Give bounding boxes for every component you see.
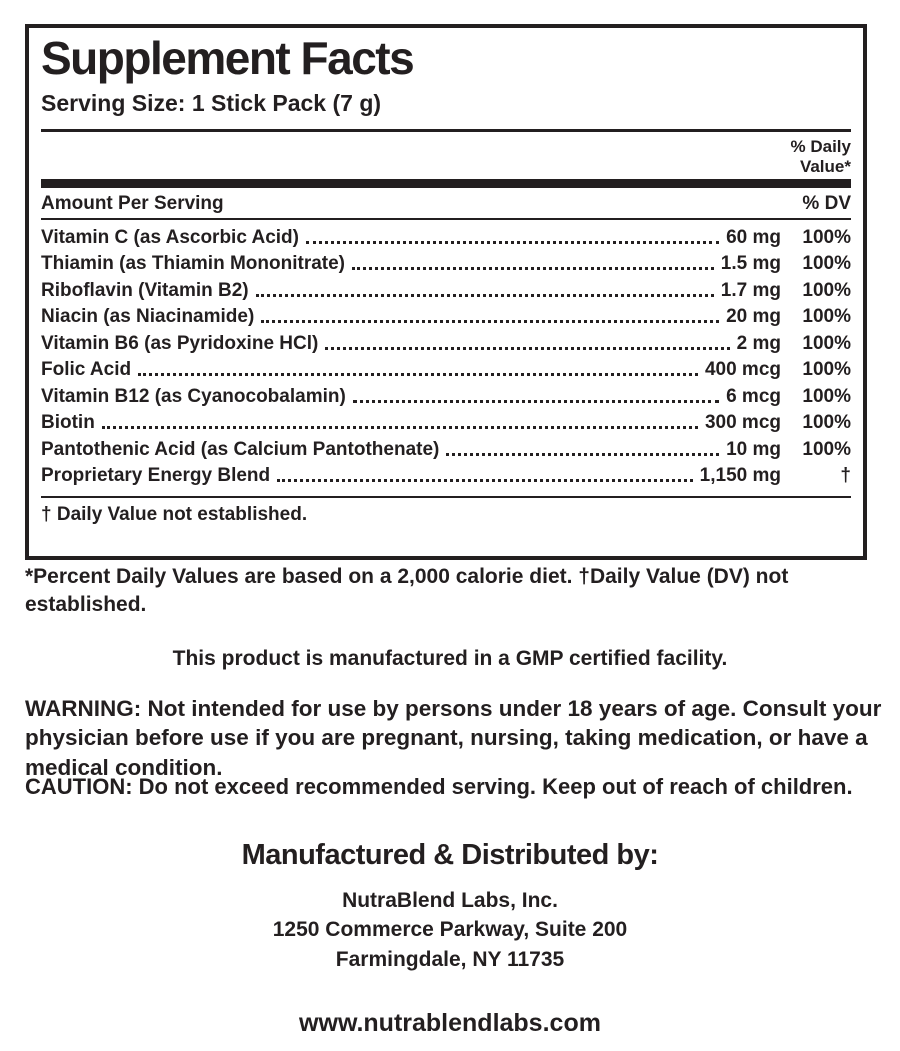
ingredient-amount: 10 mg (726, 438, 781, 460)
ingredient-amount: 60 mg (726, 226, 781, 248)
dv-column-label: % DV (802, 193, 851, 215)
ingredient-row (41, 249, 851, 276)
warning-paragraph: WARNING: Not intended for use by persons under 18 years of age. Consult your physician before use if you are pregnant, nursing, taking medication, or have a medical condition. (25, 696, 882, 780)
ingredient-amount: 1.7 mg (720, 279, 781, 301)
ingredient-row (41, 408, 851, 435)
amount-per-serving-label: Amount Per Serving (41, 193, 224, 215)
ingredient-name: Biotin (41, 412, 95, 434)
ingredient-daily-value: 100% (802, 412, 851, 434)
daily-value-header-line1: % Daily (790, 137, 851, 157)
caution-line: CAUTION: Do not exceed recommended serving. Keep out of reach of children. (25, 774, 853, 799)
thick-divider-bar (41, 179, 851, 188)
ingredient-name: Vitamin C (as Ascorbic Acid) (41, 226, 299, 248)
supplement-facts-panel (25, 24, 867, 560)
dotted-leader (256, 294, 714, 297)
ingredient-name: Folic Acid (41, 359, 132, 381)
ingredient-row (41, 275, 851, 302)
panel-footnote: † Daily Value not established. (41, 496, 851, 526)
ingredient-rows (41, 222, 851, 487)
ingredient-daily-value: 100% (802, 385, 851, 407)
ingredient-name: Pantothenic Acid (as Calcium Pantothenate) (41, 438, 440, 460)
daily-value-header (41, 137, 851, 176)
ingredient-daily-value: 100% (802, 279, 851, 301)
distributor-city-state-zip: Farmingdale, NY 11735 (335, 948, 565, 971)
ingredient-daily-value: 100% (802, 438, 851, 460)
ingredient-daily-value: 100% (802, 306, 851, 328)
ingredient-amount: 2 mg (736, 332, 781, 354)
daily-value-header-line2: Value* (799, 156, 851, 176)
thin-divider (41, 129, 851, 132)
serving-size-line: Serving Size: 1 Stick Pack (7 g) (41, 90, 382, 117)
panel-title: Supplement Facts (41, 32, 414, 84)
ingredient-daily-value: † (840, 465, 851, 487)
ingredient-name: Riboflavin (Vitamin B2) (41, 279, 249, 301)
ingredient-daily-value: 100% (802, 253, 851, 275)
distributor-heading: Manufactured & Distributed by: (241, 839, 659, 871)
ingredient-row (41, 328, 851, 355)
ingredient-daily-value: 100% (802, 226, 851, 248)
ingredient-row (41, 222, 851, 249)
distributor-address: 1250 Commerce Parkway, Suite 200 (272, 918, 628, 941)
ingredient-amount: 300 mcg (704, 412, 781, 434)
ingredient-name: Vitamin B12 (as Cyanocobalamin) (41, 385, 346, 407)
ingredient-name: Thiamin (as Thiamin Mononitrate) (41, 253, 346, 275)
ingredient-amount: 6 mcg (726, 385, 781, 407)
daily-value-footnote: *Percent Daily Values are based on a 2,000 calorie diet. †Daily Value (DV) not established. (25, 565, 789, 617)
dotted-leader (306, 241, 719, 244)
ingredient-amount: 1,150 mg (699, 465, 781, 487)
ingredient-row (41, 434, 851, 461)
ingredient-row (41, 461, 851, 488)
ingredient-daily-value: 100% (802, 359, 851, 381)
ingredient-amount: 20 mg (726, 306, 781, 328)
dotted-leader (261, 320, 719, 323)
ingredient-daily-value: 100% (802, 332, 851, 354)
dotted-leader (102, 426, 698, 429)
distributor-company: NutraBlend Labs, Inc. (342, 889, 558, 912)
ingredient-name: Proprietary Energy Blend (41, 465, 271, 487)
ingredient-row (41, 355, 851, 382)
ingredient-amount: 1.5 mg (720, 253, 781, 275)
ingredient-row (41, 302, 851, 329)
dotted-leader (138, 373, 698, 376)
dotted-leader (325, 347, 729, 350)
dotted-leader (352, 267, 714, 270)
dotted-leader (353, 400, 719, 403)
website-url: www.nutrablendlabs.com (299, 1009, 601, 1037)
dotted-leader (277, 479, 693, 482)
facility-note: This product is manufactured in a GMP certified facility. (172, 647, 728, 670)
ingredient-name: Niacin (as Niacinamide) (41, 306, 255, 328)
dotted-leader (446, 453, 719, 456)
ingredient-row (41, 381, 851, 408)
ingredient-amount: 400 mcg (704, 359, 781, 381)
ingredient-name: Vitamin B6 (as Pyridoxine HCl) (41, 332, 319, 354)
amount-per-serving-header-row (41, 188, 851, 220)
